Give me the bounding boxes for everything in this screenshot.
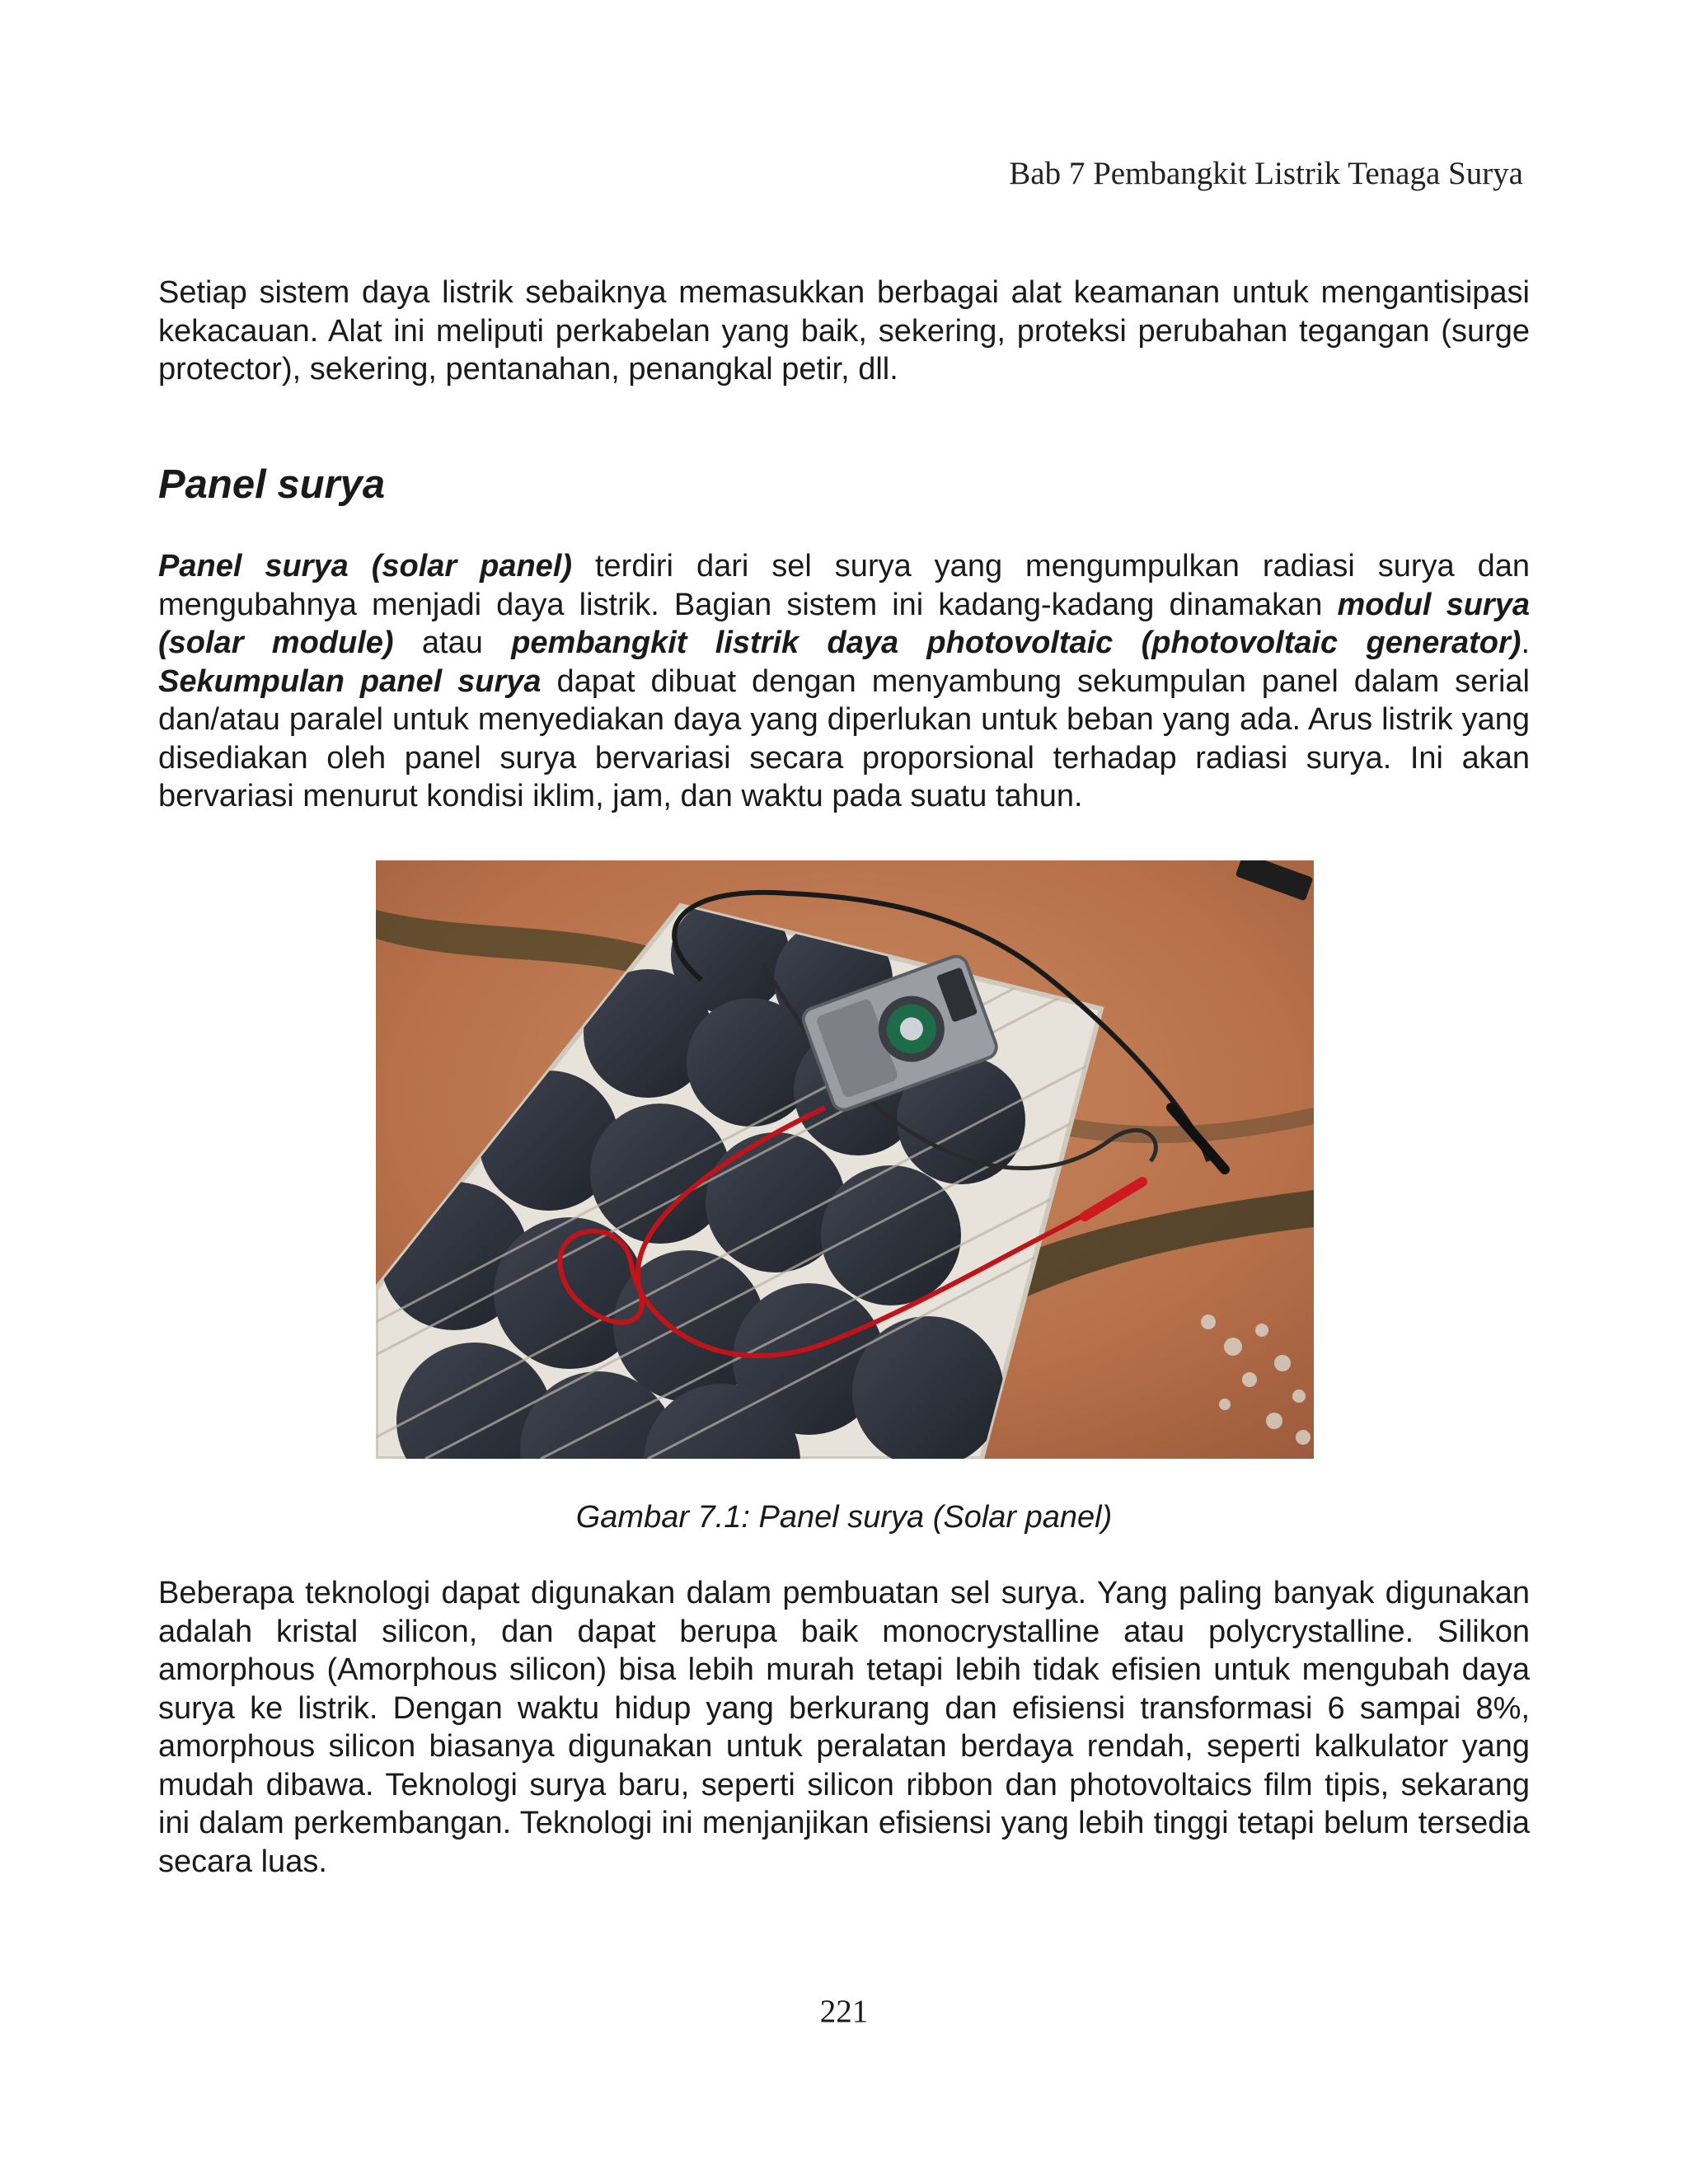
page-number: 221 (819, 1994, 869, 2029)
paragraph-text-segment: terdiri dari sel surya yang mengumpulkan radiasi surya dan mengubahnya menjadi daya listrik. Bagian sistem ini kadang-kadang dinamakan (158, 549, 1530, 622)
term-solar-module: modul surya (solar module) (158, 587, 1530, 660)
technology-paragraph: Beberapa teknologi dapat digunakan dalam pembuatan sel surya. Yang paling banyak digunakan adalah kristal silicon, dan dapat berupa baik monocrystalline atau polycrystalline. Silikon amorphous (Amorphous silicon) bisa lebih murah tetapi lebih tidak efisien untuk mengubah daya surya ke listrik. Dengan waktu hidup yang berkurang dan efisiensi transformasi 6 sampai 8%, amorphous silicon biasanya digunakan untuk peralatan berdaya rendah, seperti kalkulator yang mudah dibawa. Teknologi surya baru, seperti silicon ribbon dan photovoltaics film tipis, sekarang ini dalam perkembangan. Teknologi ini menjanjikan efisiensi yang lebih tinggi tetapi belum tersedia secara luas. (158, 1576, 1530, 1879)
section-heading: Panel surya (158, 462, 386, 507)
term-photovoltaic-generator: pembangkit listrik daya photovoltaic (photovoltaic generator) (511, 626, 1522, 660)
term-panel-array: Sekumpulan panel surya (158, 663, 542, 699)
paragraph-text-segment: dapat dibuat dengan menyambung sekumpulan panel dalam serial dan/atau paralel untuk menyediakan daya yang diperlukan untuk beban yang ada. Arus listrik yang disediakan oleh panel surya bervariasi secara proporsional terhadap radiasi surya. Ini akan bervariasi menurut kondisi iklim, jam, dan waktu pada suatu tahun. (158, 663, 1530, 813)
solar-panel-photo (376, 860, 1314, 1459)
paragraph-text-segment: atau (393, 626, 512, 660)
figure-caption: Gambar 7.1: Panel surya (Solar panel) (575, 1500, 1113, 1535)
term-solar-panel: Panel surya (solar panel) (158, 549, 573, 583)
panel-surya-paragraph (158, 547, 1530, 816)
running-header: Bab 7 Pembangkit Listrik Tenaga Surya (1009, 156, 1523, 191)
paragraph-text-segment: . (1521, 626, 1530, 660)
intro-paragraph: Setiap sistem daya listrik sebaiknya memasukkan berbagai alat keamanan untuk mengantisipasi kekacauan. Alat ini meliputi perkabelan yang baik, sekering, proteksi perubahan tegangan (surge protector), sekering, pentanahan, penangkal petir, dll. (158, 275, 1530, 387)
